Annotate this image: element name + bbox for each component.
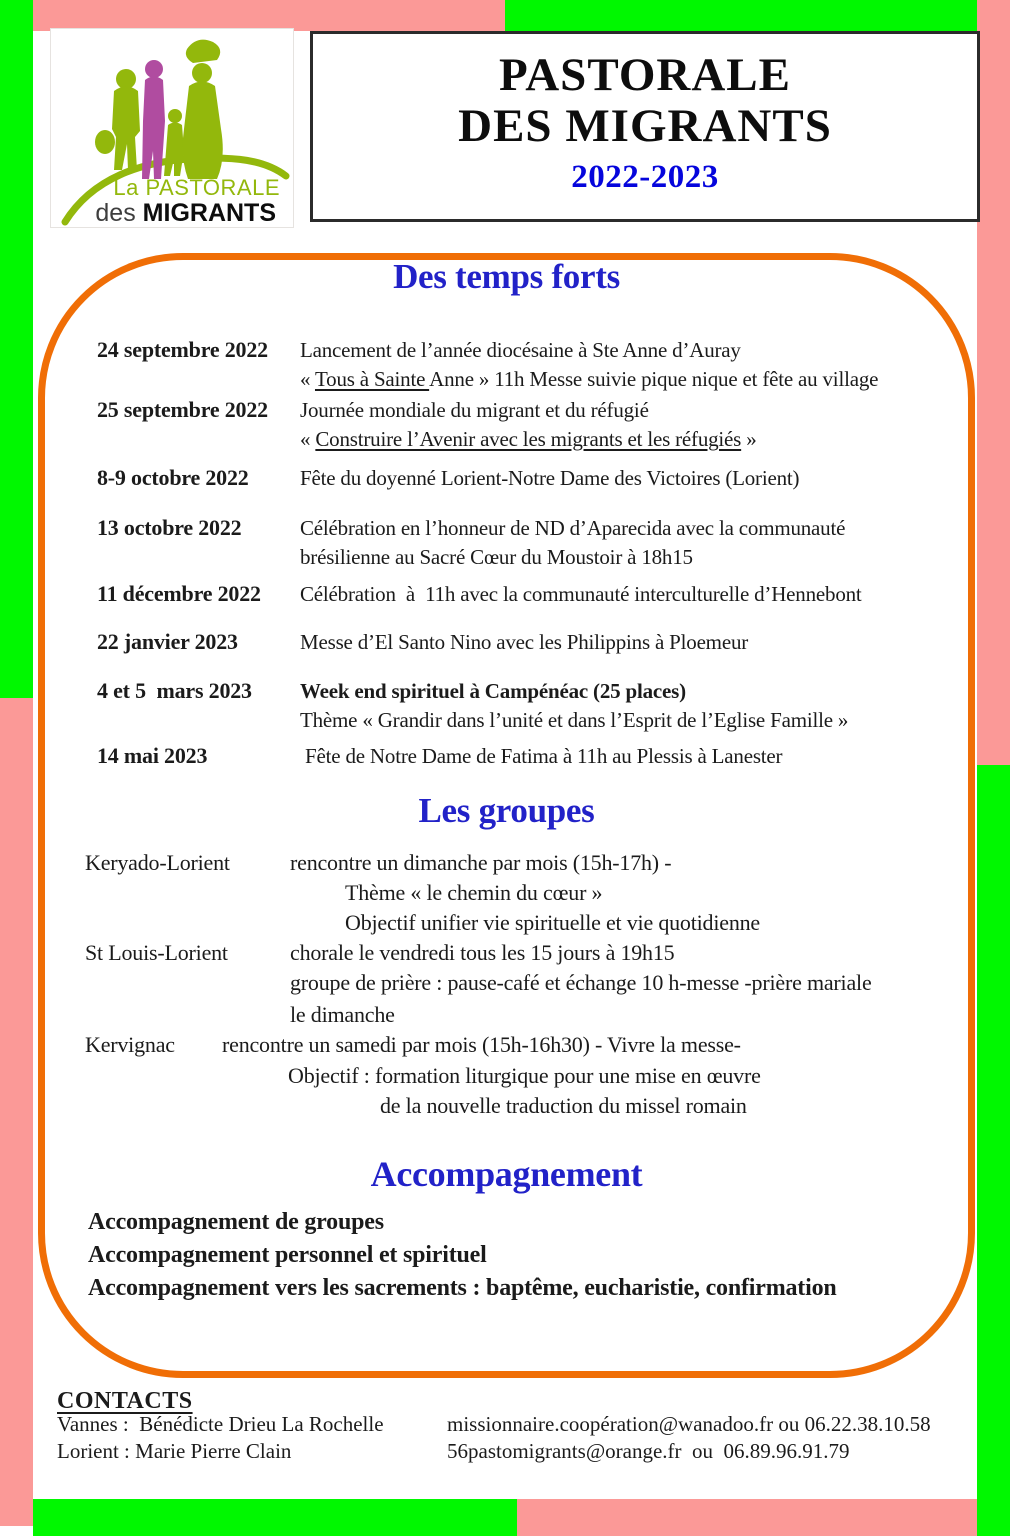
event-text-segment: Messe d’El Santo Nino avec les Philippins à Ploemeur (300, 630, 749, 654)
logo-text-line1: La PASTORALE (113, 175, 280, 200)
event-text-segment: Tous à Sainte (314, 367, 430, 391)
event-text-segment: » (741, 427, 757, 451)
event-text-segment: Anne » 11h Messe suivie pique nique et fête au village (429, 367, 879, 391)
group-name: St Louis-Lorient (85, 940, 228, 965)
accompagnement-item: Accompagnement personnel et spirituel (88, 1242, 487, 1268)
event-text-segment: Construire l’Avenir avec les migrants et les réfugiés (315, 427, 742, 451)
group-text: le dimanche (290, 1002, 395, 1027)
contact-name: Lorient : Marie Pierre Clain (57, 1439, 292, 1463)
group-text: chorale le vendredi tous les 15 jours à 19h15 (290, 940, 675, 965)
group-name: Keryado-Lorient (85, 850, 230, 875)
event-date: 8-9 octobre 2022 (97, 465, 249, 490)
group-text: rencontre un dimanche par mois (15h-17h) - (290, 850, 672, 875)
section-heading-accompagnement: Accompagnement (370, 1154, 643, 1194)
event-text-segment: « (300, 427, 316, 451)
contact-detail: missionnaire.coopération@wanadoo.fr ou 06.22.38.10.58 (447, 1412, 931, 1436)
accompagnement-item: Accompagnement vers les sacrements : baptême, eucharistie, confirmation (88, 1275, 837, 1301)
group-text: de la nouvelle traduction du missel romain (380, 1093, 747, 1118)
section-heading-temps-forts: Des temps forts (393, 257, 620, 296)
accompagnement-item: Accompagnement de groupes (88, 1209, 384, 1235)
contacts-heading: CONTACTS (57, 1388, 193, 1414)
page-title-line1: PASTORALE (499, 49, 791, 101)
section-heading-les-groupes: Les groupes (418, 791, 595, 830)
event-date: 22 janvier 2023 (97, 629, 238, 654)
event-text-segment: Thème « Grandir dans l’unité et dans l’Esprit de l’Eglise Famille » (300, 708, 849, 732)
group-text: groupe de prière : pause-café et échange 10 h-messe -prière mariale (290, 970, 872, 995)
group-text: Objectif : formation liturgique pour une mise en œuvre (288, 1063, 761, 1088)
event-date: 13 octobre 2022 (97, 515, 242, 540)
contact-row (0, 1412, 1023, 1439)
event-text-segment: Week end spirituel à Campénéac (25 places) (300, 679, 686, 703)
contact-row (0, 1439, 1023, 1466)
page-title-year: 2022-2023 (571, 159, 719, 195)
event-date: 24 septembre 2022 (97, 337, 268, 362)
event-text-segment: Célébration en l’honneur de ND d’Aparecida avec la communauté (300, 516, 846, 540)
event-text-segment: brésilienne au Sacré Cœur du Moustoir à 18h15 (300, 545, 693, 569)
group-name: Kervignac (85, 1032, 175, 1057)
page-title-line2: DES MIGRANTS (458, 100, 832, 152)
event-date: 4 et 5 mars 2023 (97, 678, 252, 703)
group-text: Objectif unifier vie spirituelle et vie quotidienne (345, 910, 760, 935)
event-date: 25 septembre 2022 (97, 397, 268, 422)
event-text-segment: Lancement de l’année diocésaine à Ste Anne d’Auray (300, 338, 741, 362)
logo-text-des: des (95, 199, 143, 227)
event-text-segment: Journée mondiale du migrant et du réfugié (300, 398, 649, 422)
event-text-segment: « (300, 367, 315, 391)
event-text-segment: Fête de Notre Dame de Fatima à 11h au Plessis à Lanester (300, 744, 783, 768)
contact-name: Vannes : Bénédicte Drieu La Rochelle (57, 1412, 384, 1436)
group-text: Thème « le chemin du cœur » (345, 880, 603, 905)
event-date: 11 décembre 2022 (97, 581, 261, 606)
logo-text-migrants: MIGRANTS (142, 199, 276, 227)
event-date: 14 mai 2023 (97, 743, 208, 768)
event-text-segment: Fête du doyenné Lorient-Notre Dame des Victoires (Lorient) (300, 466, 800, 490)
group-text: rencontre un samedi par mois (15h-16h30) - Vivre la messe- (222, 1032, 741, 1057)
event-text-segment: Célébration à 11h avec la communauté interculturelle d’Hennebont (300, 582, 862, 606)
contact-detail: 56pastomigrants@orange.fr ou 06.89.96.91.79 (447, 1439, 850, 1463)
